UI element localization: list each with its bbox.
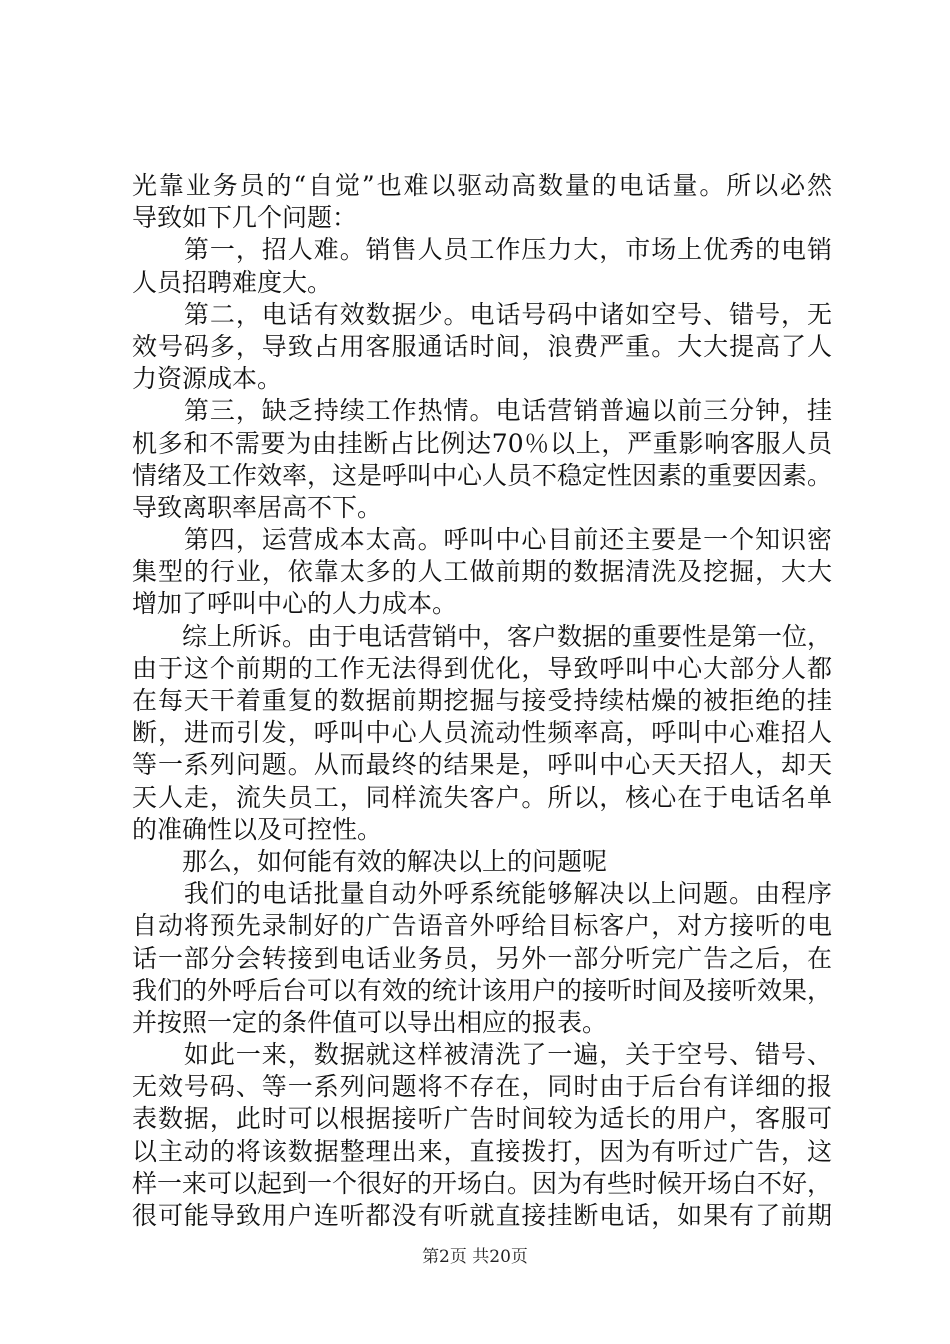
text-line: 我们的外呼后台可以有效的统计该用户的接听时间及接听效果， xyxy=(132,975,833,1005)
document-body xyxy=(132,170,832,1232)
text-line: 光靠业务员的“自觉”也难以驱动高数量的电话量。所以必然 xyxy=(132,171,832,200)
text-line: 样一来可以起到一个很好的开场白。因为有些时候开场白不好， xyxy=(132,1168,833,1198)
text-line: 第三，缺乏持续工作热情。电话营销普遍以前三分钟，挂 xyxy=(132,396,832,426)
text-line: 情绪及工作效率，这是呼叫中心人员不稳定性因素的重要因素。 xyxy=(132,460,833,490)
text-line: 的准确性以及可控性。 xyxy=(132,814,383,844)
text-line: 无效号码、等一系列问题将不存在，同时由于后台有详细的报 xyxy=(132,1072,832,1102)
text-line: 如此一来，数据就这样被清洗了一遍，关于空号、错号、 xyxy=(132,1040,832,1070)
text-line: 在每天干着重复的数据前期挖掘与接受持续枯燥的被拒绝的挂 xyxy=(132,686,832,715)
text-line: 话一部分会转接到电话业务员，另外一部分听完广告之后，在 xyxy=(132,943,832,973)
text-line: 增加了呼叫中心的人力成本。 xyxy=(132,589,458,619)
text-line: 机多和不需要为由挂断占比例达70％以上，严重影响客服人员 xyxy=(132,428,832,458)
page-number-label: 第2页 共20页 xyxy=(422,1247,528,1267)
text-line: 等一系列问题。从而最终的结果是，呼叫中心天天招人，却天 xyxy=(132,750,832,780)
text-line: 导致如下几个问题： xyxy=(132,203,358,233)
text-line: 人员招聘难度大。 xyxy=(132,267,333,297)
text-line: 导致离职率居高不下。 xyxy=(132,492,383,522)
page-footer xyxy=(0,1242,950,1267)
text-line: 并按照一定的条件值可以导出相应的报表。 xyxy=(132,1007,608,1037)
text-line: 第一，招人难。销售人员工作压力大，市场上优秀的电销 xyxy=(132,235,832,265)
text-line: 那么，如何能有效的解决以上的问题呢 xyxy=(132,846,608,876)
text-line: 由于这个前期的工作无法得到优化，导致呼叫中心大部分人都 xyxy=(132,653,832,683)
text-line: 第二，电话有效数据少。电话号码中诸如空号、错号，无 xyxy=(132,299,832,329)
text-line: 综上所诉。由于电话营销中，客户数据的重要性是第一位， xyxy=(132,621,833,651)
text-line: 第四，运营成本太高。呼叫中心目前还主要是一个知识密 xyxy=(132,525,832,555)
text-line: 天人走，流失员工，同样流失客户。所以，核心在于电话名单 xyxy=(132,782,832,812)
text-line: 集型的行业，依靠太多的人工做前期的数据清洗及挖掘，大大 xyxy=(132,557,832,587)
text-line: 表数据，此时可以根据接听广告时间较为适长的用户，客服可 xyxy=(132,1104,832,1134)
text-line: 以主动的将该数据整理出来，直接拨打，因为有听过广告，这 xyxy=(132,1136,832,1166)
text-line: 很可能导致用户连听都没有听就直接挂断电话，如果有了前期 xyxy=(132,1201,832,1230)
text-line: 我们的电话批量自动外呼系统能够解决以上问题。由程序 xyxy=(132,879,832,909)
text-line: 效号码多，导致占用客服通话时间，浪费严重。大大提高了人 xyxy=(132,331,832,361)
text-line: 自动将预先录制好的广告语音外呼给目标客户，对方接听的电 xyxy=(132,911,832,941)
text-line: 断，进而引发，呼叫中心人员流动性频率高，呼叫中心难招人 xyxy=(132,718,832,748)
text-line: 力资源成本。 xyxy=(132,364,283,394)
